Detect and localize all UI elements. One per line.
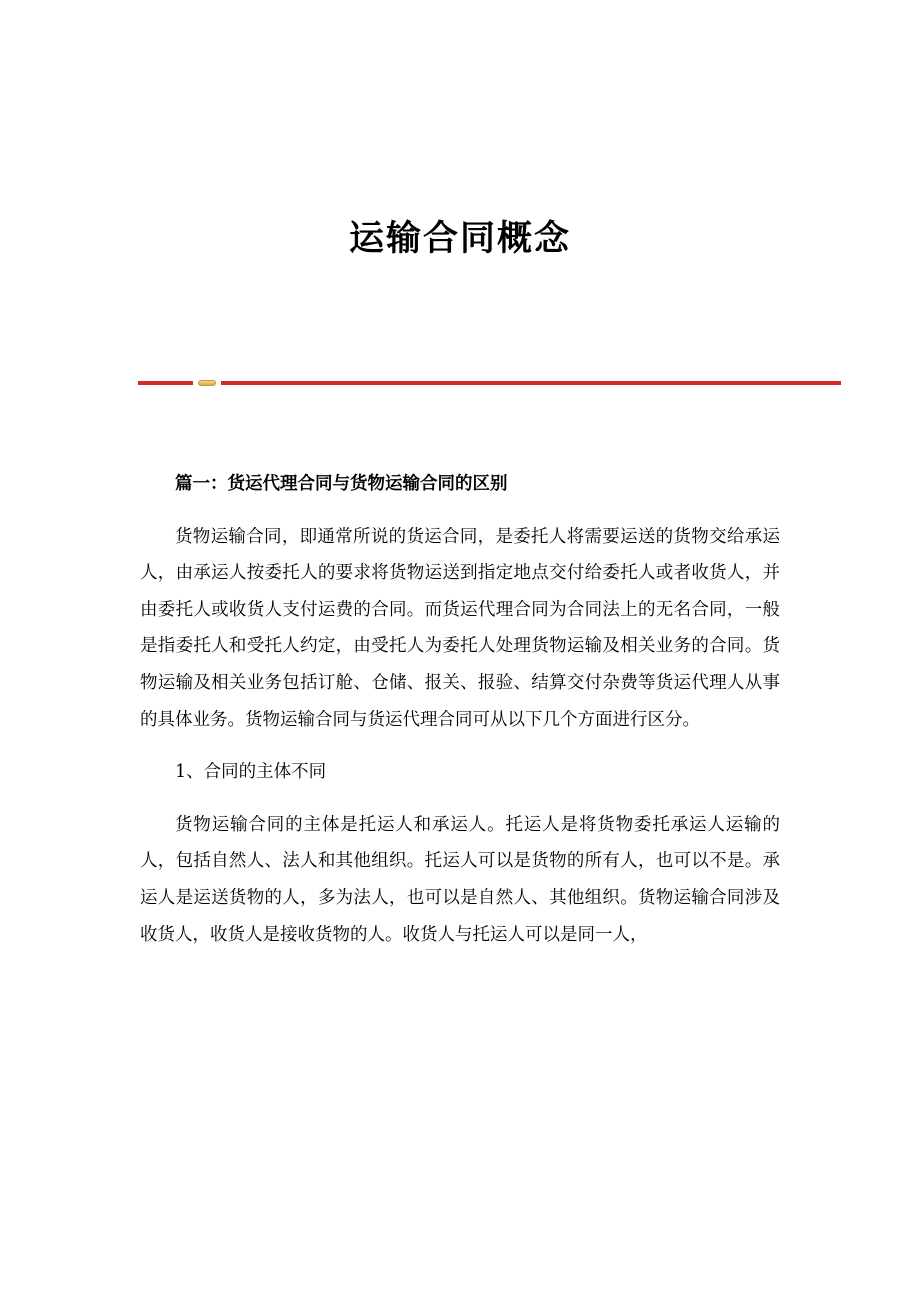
- document-body: [140, 466, 780, 969]
- section-heading: 篇一：货运代理合同与货物运输合同的区别: [175, 474, 508, 494]
- divider-bar-left: [138, 381, 193, 385]
- divider-bar-right: [221, 381, 841, 385]
- paragraph-3: 货物运输合同的主体是托运人和承运人。托运人是将货物委托承运人运输的人，包括自然人、法人和其他组织。托运人可以是货物的所有人，也可以不是。承运人是运送货物的人，多为法人，也可以是自然人、其他组织。货物运输合同涉及收货人，收货人是接收货物的人。收货人与托运人可以是同一人，: [140, 814, 780, 945]
- divider-ornament-icon: [198, 380, 216, 386]
- paragraph-1: 货物运输合同，即通常所说的货运合同，是委托人将需要运送的货物交给承运人，由承运人按委托人的要求将货物运送到指定地点交付给委托人或者收货人，并由委托人或收货人支付运费的合同。而货运代理合同为合同法上的无名合同，一般是指委托人和受托人约定，由受托人为委托人处理货物运输及相关业务的合同。货物运输及相关业务包括订舱、仓储、报关、报验、结算交付杂费等货运代理人从事的具体业务。货物运输合同与货运代理合同可从以下几个方面进行区分。: [140, 526, 780, 730]
- paragraph-2: 1、合同的主体不同: [175, 762, 327, 783]
- document-title: 运输合同概念: [348, 218, 571, 259]
- title-divider: [138, 380, 841, 386]
